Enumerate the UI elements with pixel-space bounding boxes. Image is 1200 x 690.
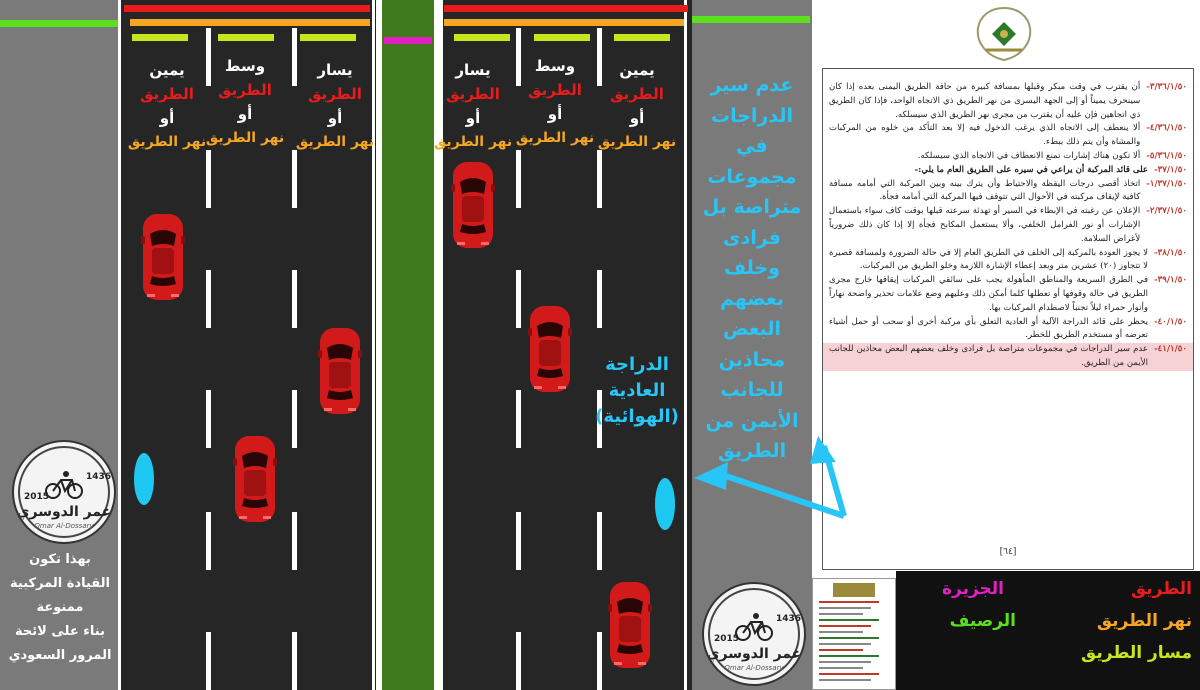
- headline-line: الطريق: [717, 440, 787, 462]
- lane-dash: [292, 270, 297, 328]
- carriageway-strip: [444, 19, 684, 26]
- lane-dash: [292, 28, 297, 86]
- lane-strip: [614, 34, 670, 41]
- thumbnail-line: [819, 601, 879, 603]
- lane-dash: [206, 390, 211, 448]
- lane-direction: وسط: [224, 57, 266, 75]
- regulation-number: ٢/٣٧/١/٥٠-: [1146, 206, 1187, 217]
- regulation-number: ١/٣٧/١/٥٠-: [1146, 178, 1187, 189]
- lane-direction: وسط: [534, 57, 576, 75]
- lane-header-middle: [510, 54, 600, 150]
- pointer-arrows: [686, 436, 856, 546]
- headline-line: للجانب: [720, 379, 784, 401]
- lane-road: الطريق: [446, 85, 500, 103]
- lane-carriageway: نهر الطريق: [515, 130, 595, 146]
- headline-line: محاذين: [718, 348, 786, 371]
- lane-dash: [206, 512, 211, 570]
- regulation-item: [823, 164, 1193, 178]
- lane-direction: يسار: [455, 61, 491, 79]
- bicycle-label-line: الدراجة: [605, 354, 669, 375]
- lane-dash: [597, 512, 602, 570]
- regulation-text: لا يجوز العودة بالمركبة إلى الخلف في الطريق العام إلا في حالة الضرورة ولمسافة قصيرة لا تتجاوز (٢٠) عشرين متر وبعد إعطاء الإشارة اللازمة وخلو الطريق من المركبات.: [829, 247, 1149, 272]
- lane-carriageway: نهر الطريق: [205, 130, 285, 146]
- thumbnail-line: [819, 637, 879, 639]
- lane-dash: [516, 512, 521, 570]
- headline-line: بعضهم: [719, 287, 785, 310]
- lane-strip: [300, 34, 356, 41]
- regulation-number: ٣٩/١/٥٠-: [1154, 275, 1187, 286]
- headline-line: عدم سير: [710, 74, 794, 96]
- logo-name: عمر الدوسري: [706, 646, 802, 662]
- lane-or: أو: [237, 105, 253, 123]
- logo-signature: Omar Al-Dossary: [724, 664, 784, 672]
- regulation-item: [823, 122, 1193, 150]
- caption-line: ممنوعة: [36, 600, 84, 615]
- legend-lane: مسار الطريق: [1081, 643, 1192, 663]
- thumbnail-line: [819, 673, 879, 675]
- document-thumbnail: [812, 578, 896, 690]
- thumbnail-line: [819, 613, 863, 615]
- lane-dash: [597, 28, 602, 86]
- lane-carriageway: نهر الطريق: [597, 134, 677, 150]
- thumbnail-line: [819, 661, 871, 663]
- lane-road: الطريق: [308, 85, 362, 103]
- lane-dash: [206, 270, 211, 328]
- regulation-number: ٥/٣٦/١/٥٠-: [1146, 150, 1187, 161]
- lane-header-left: [428, 58, 518, 154]
- thumbnail-line: [819, 625, 871, 627]
- lane-dash: [516, 390, 521, 448]
- legend-road: الطريق: [1130, 579, 1192, 599]
- lane-carriageway: نهر الطريق: [295, 134, 375, 150]
- regulation-item: [823, 150, 1193, 164]
- lane-dash: [292, 632, 297, 690]
- thumbnail-line: [819, 607, 871, 609]
- lane-or: أو: [465, 109, 481, 127]
- logo-year-hijri: 1436: [86, 472, 112, 482]
- car: [232, 434, 278, 524]
- thumbnail-line: [819, 631, 863, 633]
- legend-carriageway: نهر الطريق: [1096, 611, 1192, 631]
- bicycle-icon: [734, 612, 774, 642]
- thumbnail-header: [833, 583, 875, 597]
- car: [317, 326, 363, 416]
- regulation-text: على قائد المركبة أن يراعي في سيره على الطريق العام ما يلي:-: [914, 164, 1149, 175]
- thumbnail-lines: [813, 601, 895, 681]
- carriageway-strip: [130, 19, 370, 26]
- sidewalk-strip: [0, 20, 118, 27]
- lane-dash: [597, 270, 602, 328]
- thumbnail-line: [819, 649, 863, 651]
- caption-line: القيادة المركبية: [10, 576, 110, 591]
- bicycle-marker: [655, 478, 675, 530]
- headline-line: الدراجات في: [711, 104, 793, 157]
- lane-dash: [292, 390, 297, 448]
- regulation-number: ٣٧/١/٥٠-: [1154, 164, 1187, 175]
- lane-dash: [516, 270, 521, 328]
- road-strip: [124, 5, 370, 12]
- thumbnail-line: [819, 655, 879, 657]
- regulation-number: ٣/٣٦/١/٥٠-: [1146, 82, 1187, 92]
- lane-strip: [218, 34, 274, 41]
- legend-sidewalk: الرصيف: [949, 611, 1016, 631]
- thumbnail-line: [819, 679, 871, 681]
- road-strip: [444, 5, 688, 12]
- legend-island: الجزيرة: [941, 579, 1004, 599]
- page-number: [٦٤]: [999, 547, 1017, 557]
- logo-signature: Omar Al-Dossary: [34, 522, 94, 530]
- lane-or: أو: [159, 109, 175, 127]
- lane-dash: [292, 150, 297, 208]
- author-logo: [12, 440, 116, 544]
- lane-dash: [516, 150, 521, 208]
- lane-direction: يمين: [619, 61, 655, 79]
- bicycle-label-line: (الهوائية): [595, 406, 679, 427]
- car: [450, 160, 496, 250]
- bicycle-label: [592, 352, 682, 430]
- bicycle-icon: [44, 470, 84, 500]
- headline-line: الأيمن من: [705, 409, 799, 432]
- thumbnail-line: [819, 619, 879, 621]
- regulation-document: [822, 68, 1194, 570]
- lane-strip: [534, 34, 590, 41]
- regulation-text: أن يقترب في وقت مبكر وقبلها بمسافة كبيرة من حافة الطريق اليمنى بعده إذا كان سينحرف يميناً أو إلى الجهة اليسرى من نهر الطريق ذي الاتجاه الواحد، فإذا كان الطريق ذي اتجاهين فإن عليه أن يقترب من مجرى نهر الطريق الذي سيسلكه.: [829, 82, 1141, 120]
- lane-dash: [516, 28, 521, 86]
- median-island: [382, 0, 434, 690]
- regulation-number: ٤٠/١/٥٠-: [1154, 316, 1187, 327]
- logo-year-gregorian: 2015: [24, 492, 50, 502]
- car: [140, 212, 186, 302]
- lane-dash: [206, 632, 211, 690]
- sidewalk-strip: [692, 16, 810, 23]
- headline-line: فرادى: [723, 226, 781, 249]
- lane-header-right: [592, 58, 682, 154]
- regulation-text: اتخاذ أقصى درجات اليقظة والاحتياط وأن يترك بينه وبين المركبة التي أمامه مسافة كافية لإيقاف مركبته في الأحوال التي تتوقف فيها المركبة التي أمامه فجأة.: [829, 178, 1141, 203]
- lane-road: الطريق: [140, 85, 194, 103]
- lane-dash: [292, 512, 297, 570]
- car: [527, 304, 573, 394]
- regulation-number: ٤١/١/٥٠-: [1154, 344, 1187, 355]
- lane-or: أو: [547, 105, 563, 123]
- lane-carriageway: نهر الطريق: [433, 134, 513, 150]
- regulation-item: [823, 274, 1193, 315]
- left-caption: [4, 548, 116, 668]
- regulation-item: [823, 81, 1193, 122]
- caption-line: بناء على لائحة: [15, 624, 105, 639]
- thumbnail-line: [819, 667, 863, 669]
- lane-dash: [206, 150, 211, 208]
- lane-or: أو: [629, 109, 645, 127]
- logo-year-hijri: 1436: [776, 614, 802, 624]
- lane-header-middle: [200, 54, 290, 150]
- island-strip: [384, 37, 432, 44]
- lane-road: الطريق: [218, 81, 272, 99]
- author-logo: [702, 582, 806, 686]
- lane-strip: [454, 34, 510, 41]
- lane-dash: [206, 28, 211, 86]
- left-road-edge: [118, 0, 121, 690]
- regulation-item: [823, 205, 1193, 246]
- lane-road: الطريق: [610, 85, 664, 103]
- regulation-text: في الطرق السريعة والمناطق المأهولة يجب على سائقي المركبات إيقافها خارج مجرى الطريق في حالة وقوفها أو تعطلها كلما أمكن ذلك وعليهم وضع علامات تحذير واضحة نهاراً وأنوار حمراء ليلاً تجنباً لاصطدام المركبات بها.: [829, 275, 1149, 313]
- regulation-number: ٣٨/١/٥٠-: [1154, 247, 1187, 258]
- regulation-item: [823, 343, 1193, 371]
- headline-line: متراصة بل: [702, 196, 802, 218]
- lane-dash: [516, 632, 521, 690]
- traffic-emblem-icon: [972, 6, 1036, 62]
- logo-year-gregorian: 2015: [714, 634, 740, 644]
- caption-line: المرور السعودي: [8, 648, 112, 663]
- bicycle-label-line: العادية: [608, 380, 666, 401]
- regulation-text: الإعلان عن رغبته في الإبطاء في السير أو تهدئة سرعته قبلها بوقت كاف سواء باستعمال الإشارات أو نور الفرامل الخلفي، وألا يستعمل المكابح فجأة إلا إذا كان ذلك ضرورياً لأغراض السلامة.: [829, 206, 1141, 244]
- lane-carriageway: نهر الطريق: [127, 134, 207, 150]
- headline-line: وخلف: [724, 257, 780, 279]
- lane-or: أو: [327, 109, 343, 127]
- regulation-text: ألا ينعطف إلى الاتجاه الذي يرغب الدخول فيه إلا بعد التأكد من خلوه من المركبات والمشاة وأن يتم ذلك ببطء.: [829, 123, 1141, 148]
- lane-strip: [132, 34, 188, 41]
- regulation-item: [823, 247, 1193, 275]
- regulation-text: عدم سير الدراجات في مجموعات متراصة بل فرادى وخلف بعضهم البعض محاذين للجانب الأيمن من الطريق.: [829, 344, 1149, 368]
- regulation-item: [823, 316, 1193, 344]
- headline-line: مجموعات: [707, 165, 797, 188]
- lane-direction: يسار: [317, 61, 353, 79]
- lane-dash: [597, 632, 602, 690]
- regulation-text: ألا تكون هناك إشارات تمنع الانعطاف في الاتجاه الذي سيسلكه.: [917, 150, 1141, 161]
- legend-panel: [896, 571, 1200, 690]
- lane-direction: يمين: [149, 61, 185, 79]
- lane-road: الطريق: [528, 81, 582, 99]
- lane-header-left: [290, 58, 380, 154]
- lane-dash: [597, 150, 602, 208]
- headline-line: البعض: [722, 318, 782, 340]
- regulation-item: [823, 178, 1193, 206]
- regulation-number: ٤/٣٦/١/٥٠-: [1146, 123, 1187, 134]
- lane-header-right: [122, 58, 212, 154]
- regulation-text: يحظر على قائد الدراجة الآلية أو العادية التعلق بأي مركبة أخرى أو سحب أو حمل أشياء تعرضه أو مستخدم الطريق للخطر.: [829, 316, 1149, 341]
- logo-name: عمر الدوسري: [16, 504, 112, 520]
- car: [607, 580, 653, 670]
- right-road-edge: [684, 0, 687, 690]
- thumbnail-line: [819, 643, 871, 645]
- headline: [694, 70, 810, 467]
- bicycle-marker: [134, 453, 154, 505]
- caption-line: بهذا تكون: [29, 552, 91, 567]
